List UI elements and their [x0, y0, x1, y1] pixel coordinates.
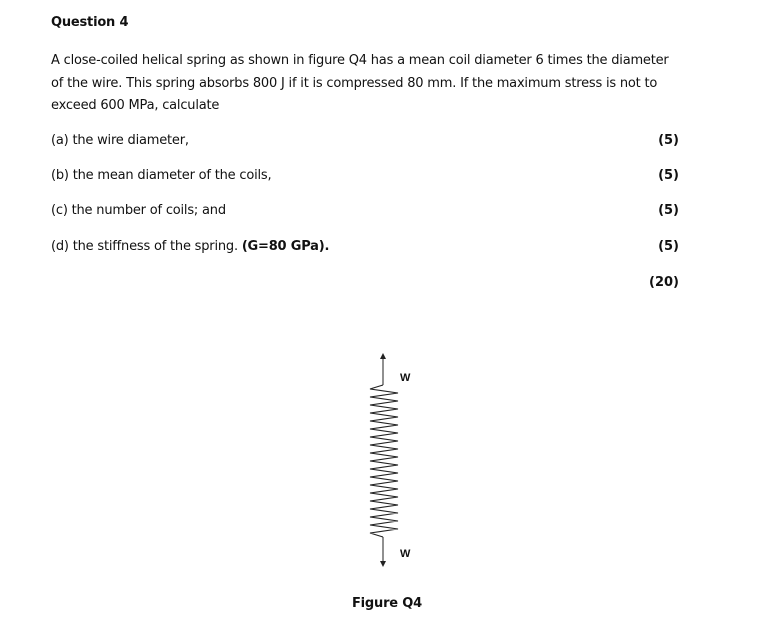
paragraph-line-2: of the wire. This spring absorbs 800 J if it is compressed 80 mm. If the maximum stress is not to [51, 75, 658, 91]
shear-modulus-note: (G=80 GPa). [241, 239, 330, 254]
part-d-marks: (5) [658, 239, 679, 254]
figure-caption: Figure Q4 [352, 596, 422, 611]
part-d [51, 239, 329, 254]
top-arrow-head [380, 353, 386, 359]
spring-coils [370, 385, 398, 537]
part-a: (a) the wire diameter, [51, 133, 189, 148]
part-b-marks: (5) [658, 168, 679, 183]
total-marks: (20) [649, 275, 679, 290]
paragraph-line-1: A close-coiled helical spring as shown in figure Q4 has a mean coil diameter 6 times the diameter [51, 53, 669, 68]
spring-diagram [330, 345, 450, 575]
spring-figure [330, 345, 450, 575]
part-c-marks: (5) [658, 203, 679, 218]
bottom-load-label: W [400, 548, 411, 560]
paragraph-line-3: exceed 600 MPa, calculate [51, 98, 220, 113]
part-c: (c) the number of coils; and [51, 203, 226, 218]
part-b: (b) the mean diameter of the coils, [51, 168, 272, 183]
top-load-label: W [400, 372, 411, 384]
part-d-text: (d) the stiffness of the spring. [51, 239, 242, 254]
bottom-arrow-head [380, 561, 386, 567]
question-heading: Question 4 [51, 15, 129, 30]
question-paragraph [51, 50, 701, 118]
part-a-marks: (5) [658, 133, 679, 148]
